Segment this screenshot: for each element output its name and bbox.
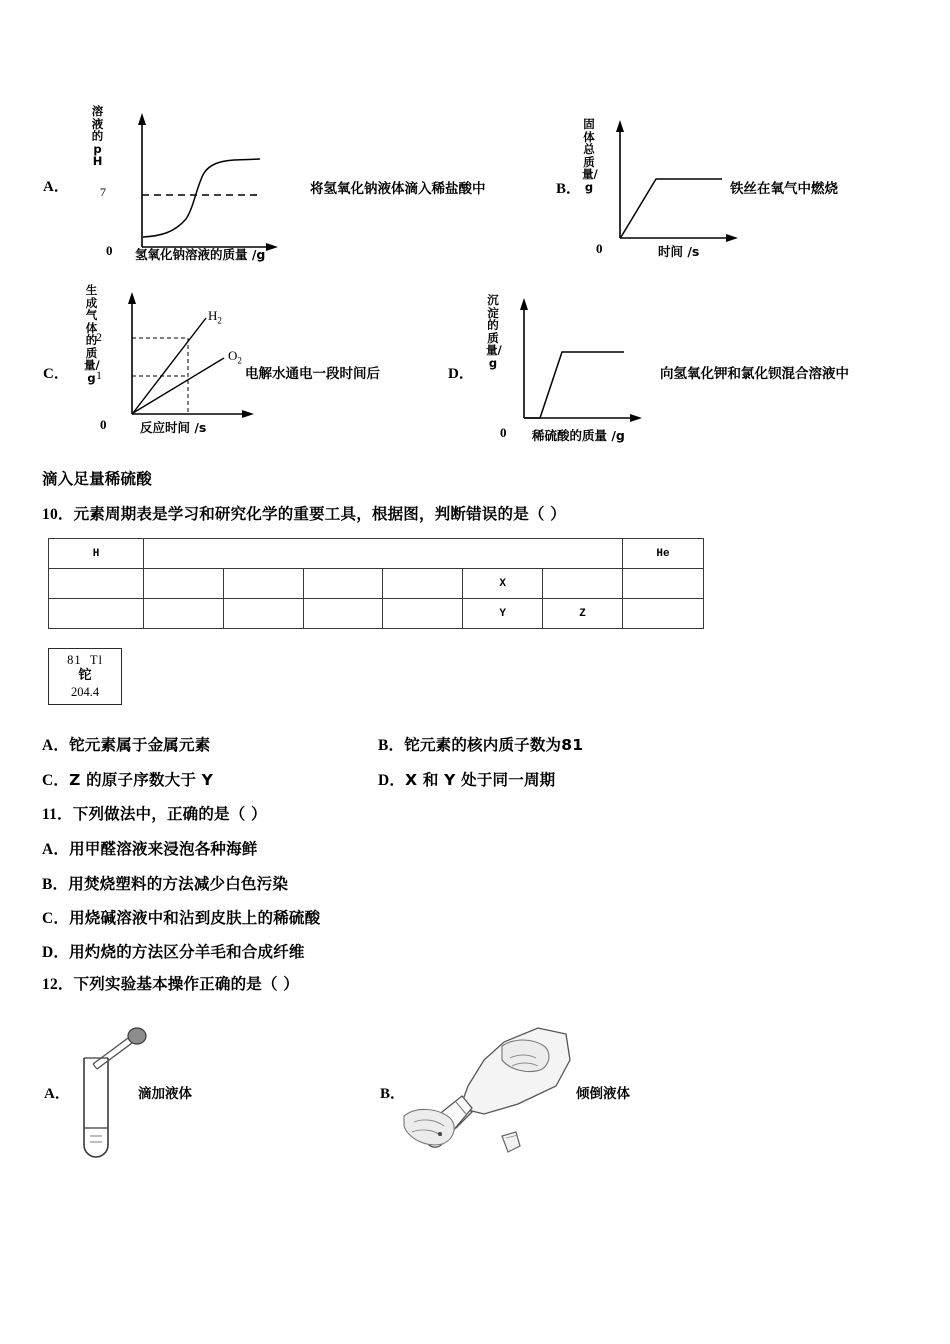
q10-opt-a-text: 铊元素属于金属元素 [69, 736, 211, 754]
chart-a-ytick-7: 7 [100, 185, 106, 199]
chart-c-caption: 电解水通电一段时间后 [245, 366, 380, 382]
question-11-option-c [42, 906, 320, 928]
q11-opt-a-letter: A． [42, 841, 70, 858]
chart-d-x-axis-label: 稀硫酸的质量 /g [532, 428, 625, 443]
element-chinese-name: 铊 [78, 668, 92, 683]
ptable-cell-r3c4 [303, 599, 383, 629]
ptable-cell-merged-row1 [144, 539, 623, 569]
chart-c-ytick-2: 2 [96, 330, 102, 344]
q11-opt-c-letter: C． [42, 910, 70, 927]
chart-d-caption: 向氢氧化钾和氯化钡混合溶液中 [660, 366, 849, 382]
ptable-cell-r2c3 [223, 569, 303, 599]
question-12-stem-line [42, 972, 299, 994]
chart-d-option-letter: D． [448, 366, 474, 382]
chart-a-caption: 将氢氧化钠液体滴入稀盐酸中 [310, 181, 486, 197]
q12-opt-a-caption: 滴加液体 [138, 1086, 192, 1102]
chart-c-origin: 0 [100, 417, 107, 432]
chart-a-y-axis-label: 溶液的pH [91, 104, 104, 168]
q11-opt-d-text: 用灼烧的方法区分羊毛和合成纤维 [69, 943, 305, 961]
table-row [49, 539, 704, 569]
chart-a-x-axis-label: 氢氧化钠溶液的质量 /g [135, 247, 266, 262]
question-10-option-b [378, 733, 583, 755]
question-11-stem: 下列做法中，正确的是（ ） [72, 805, 267, 823]
chart-c-x-axis-label: 反应时间 /s [140, 420, 207, 435]
q12-opt-b-letter: B． [380, 1086, 406, 1102]
question-10-option-a [42, 733, 210, 755]
ptable-cell-r2c1 [49, 569, 144, 599]
q11-opt-c-text: 用烧碱溶液中和沾到皮肤上的稀硫酸 [69, 909, 321, 927]
ptable-cell-h: H [49, 539, 144, 569]
chart-a-option-letter: A． [43, 179, 69, 195]
ptable-cell-r3c1 [49, 599, 144, 629]
question-10-number: 10． [42, 506, 74, 523]
q11-opt-d-letter: D． [42, 944, 70, 961]
question-11-number: 11． [42, 806, 73, 823]
pouring-liquid-figure [398, 1012, 598, 1167]
q11-opt-a-text: 用甲醛溶液来浸泡各种海鲜 [69, 840, 258, 858]
question-12-number: 12． [42, 976, 74, 993]
chart-c-ytick-1: 1 [96, 368, 102, 382]
ptable-cell-x: X [463, 569, 543, 599]
chart-c-series-o2-label: $O_2$ [228, 348, 242, 366]
chart-a-origin: 0 [106, 243, 113, 258]
chart-d-y-axis-label: 沉淀的质量/g [486, 293, 502, 370]
q10-opt-b-letter: B． [378, 737, 405, 754]
chart-b-origin: 0 [596, 241, 603, 256]
ptable-cell-he: He [623, 539, 704, 569]
ptable-cell-r2c4 [303, 569, 383, 599]
question-11-option-a [42, 837, 258, 859]
chart-b-caption: 铁丝在氧气中燃烧 [730, 181, 838, 197]
element-number-symbol: 81 Tl [67, 653, 103, 667]
chart-b-x-axis-label: 时间 /s [658, 244, 700, 259]
ptable-cell-r3c2 [144, 599, 224, 629]
q12-opt-a-letter: A． [44, 1086, 70, 1102]
q10-opt-b-text: 铊元素的核内质子数为81 [404, 736, 584, 754]
ptable-cell-r3c3 [223, 599, 303, 629]
question-12-stem: 下列实验基本操作正确的是（ ） [73, 975, 300, 993]
chart-c-y-axis-label: 生成气体的质量/g [84, 283, 100, 385]
chart-c-option-letter: C． [43, 366, 69, 382]
periodic-table-figure [48, 538, 704, 629]
ptable-cell-r3c5 [383, 599, 463, 629]
ptable-cell-r2c5 [383, 569, 463, 599]
question-11-option-b [42, 872, 288, 894]
chart-b-option-letter: B． [556, 181, 582, 197]
question-11-stem-line [42, 802, 267, 824]
chart-b-y-axis-label: 固体总质量/g [582, 117, 598, 194]
ptable-cell-y: Y [463, 599, 543, 629]
q11-opt-b-text: 用焚烧塑料的方法减少白色污染 [68, 875, 289, 893]
element-atomic-mass: 204.4 [70, 685, 100, 699]
charts-trailing-text: 滴入足量稀硫酸 [42, 470, 152, 488]
ptable-cell-r2c2 [144, 569, 224, 599]
question-10-stem: 元素周期表是学习和研究化学的重要工具，根据图，判断错误的是（ ） [73, 505, 566, 523]
question-11-option-d [42, 940, 305, 962]
ptable-cell-r3c8 [623, 599, 704, 629]
q11-opt-b-letter: B． [42, 876, 69, 893]
chart-d-origin: 0 [500, 425, 507, 440]
q10-opt-c-letter: C． [42, 772, 70, 789]
ptable-cell-z: Z [543, 599, 623, 629]
table-row [49, 569, 704, 599]
q10-opt-d-letter: D． [378, 772, 406, 789]
question-10-option-d [378, 768, 555, 790]
q10-opt-a-letter: A． [42, 737, 70, 754]
element-info-box [48, 648, 122, 705]
ptable-cell-r2c8 [623, 569, 704, 599]
question-10-stem-line [42, 502, 566, 524]
q12-opt-b-caption: 倾倒液体 [576, 1086, 630, 1102]
chart-c-series-h2-label: $H_2$ [208, 308, 222, 326]
q10-opt-c-text: Z 的原子序数大于 Y [69, 771, 214, 789]
question-10-option-c [42, 768, 213, 790]
q10-opt-d-text: X 和 Y 处于同一周期 [405, 771, 556, 789]
table-row [49, 599, 704, 629]
ptable-cell-r2c7 [543, 569, 623, 599]
